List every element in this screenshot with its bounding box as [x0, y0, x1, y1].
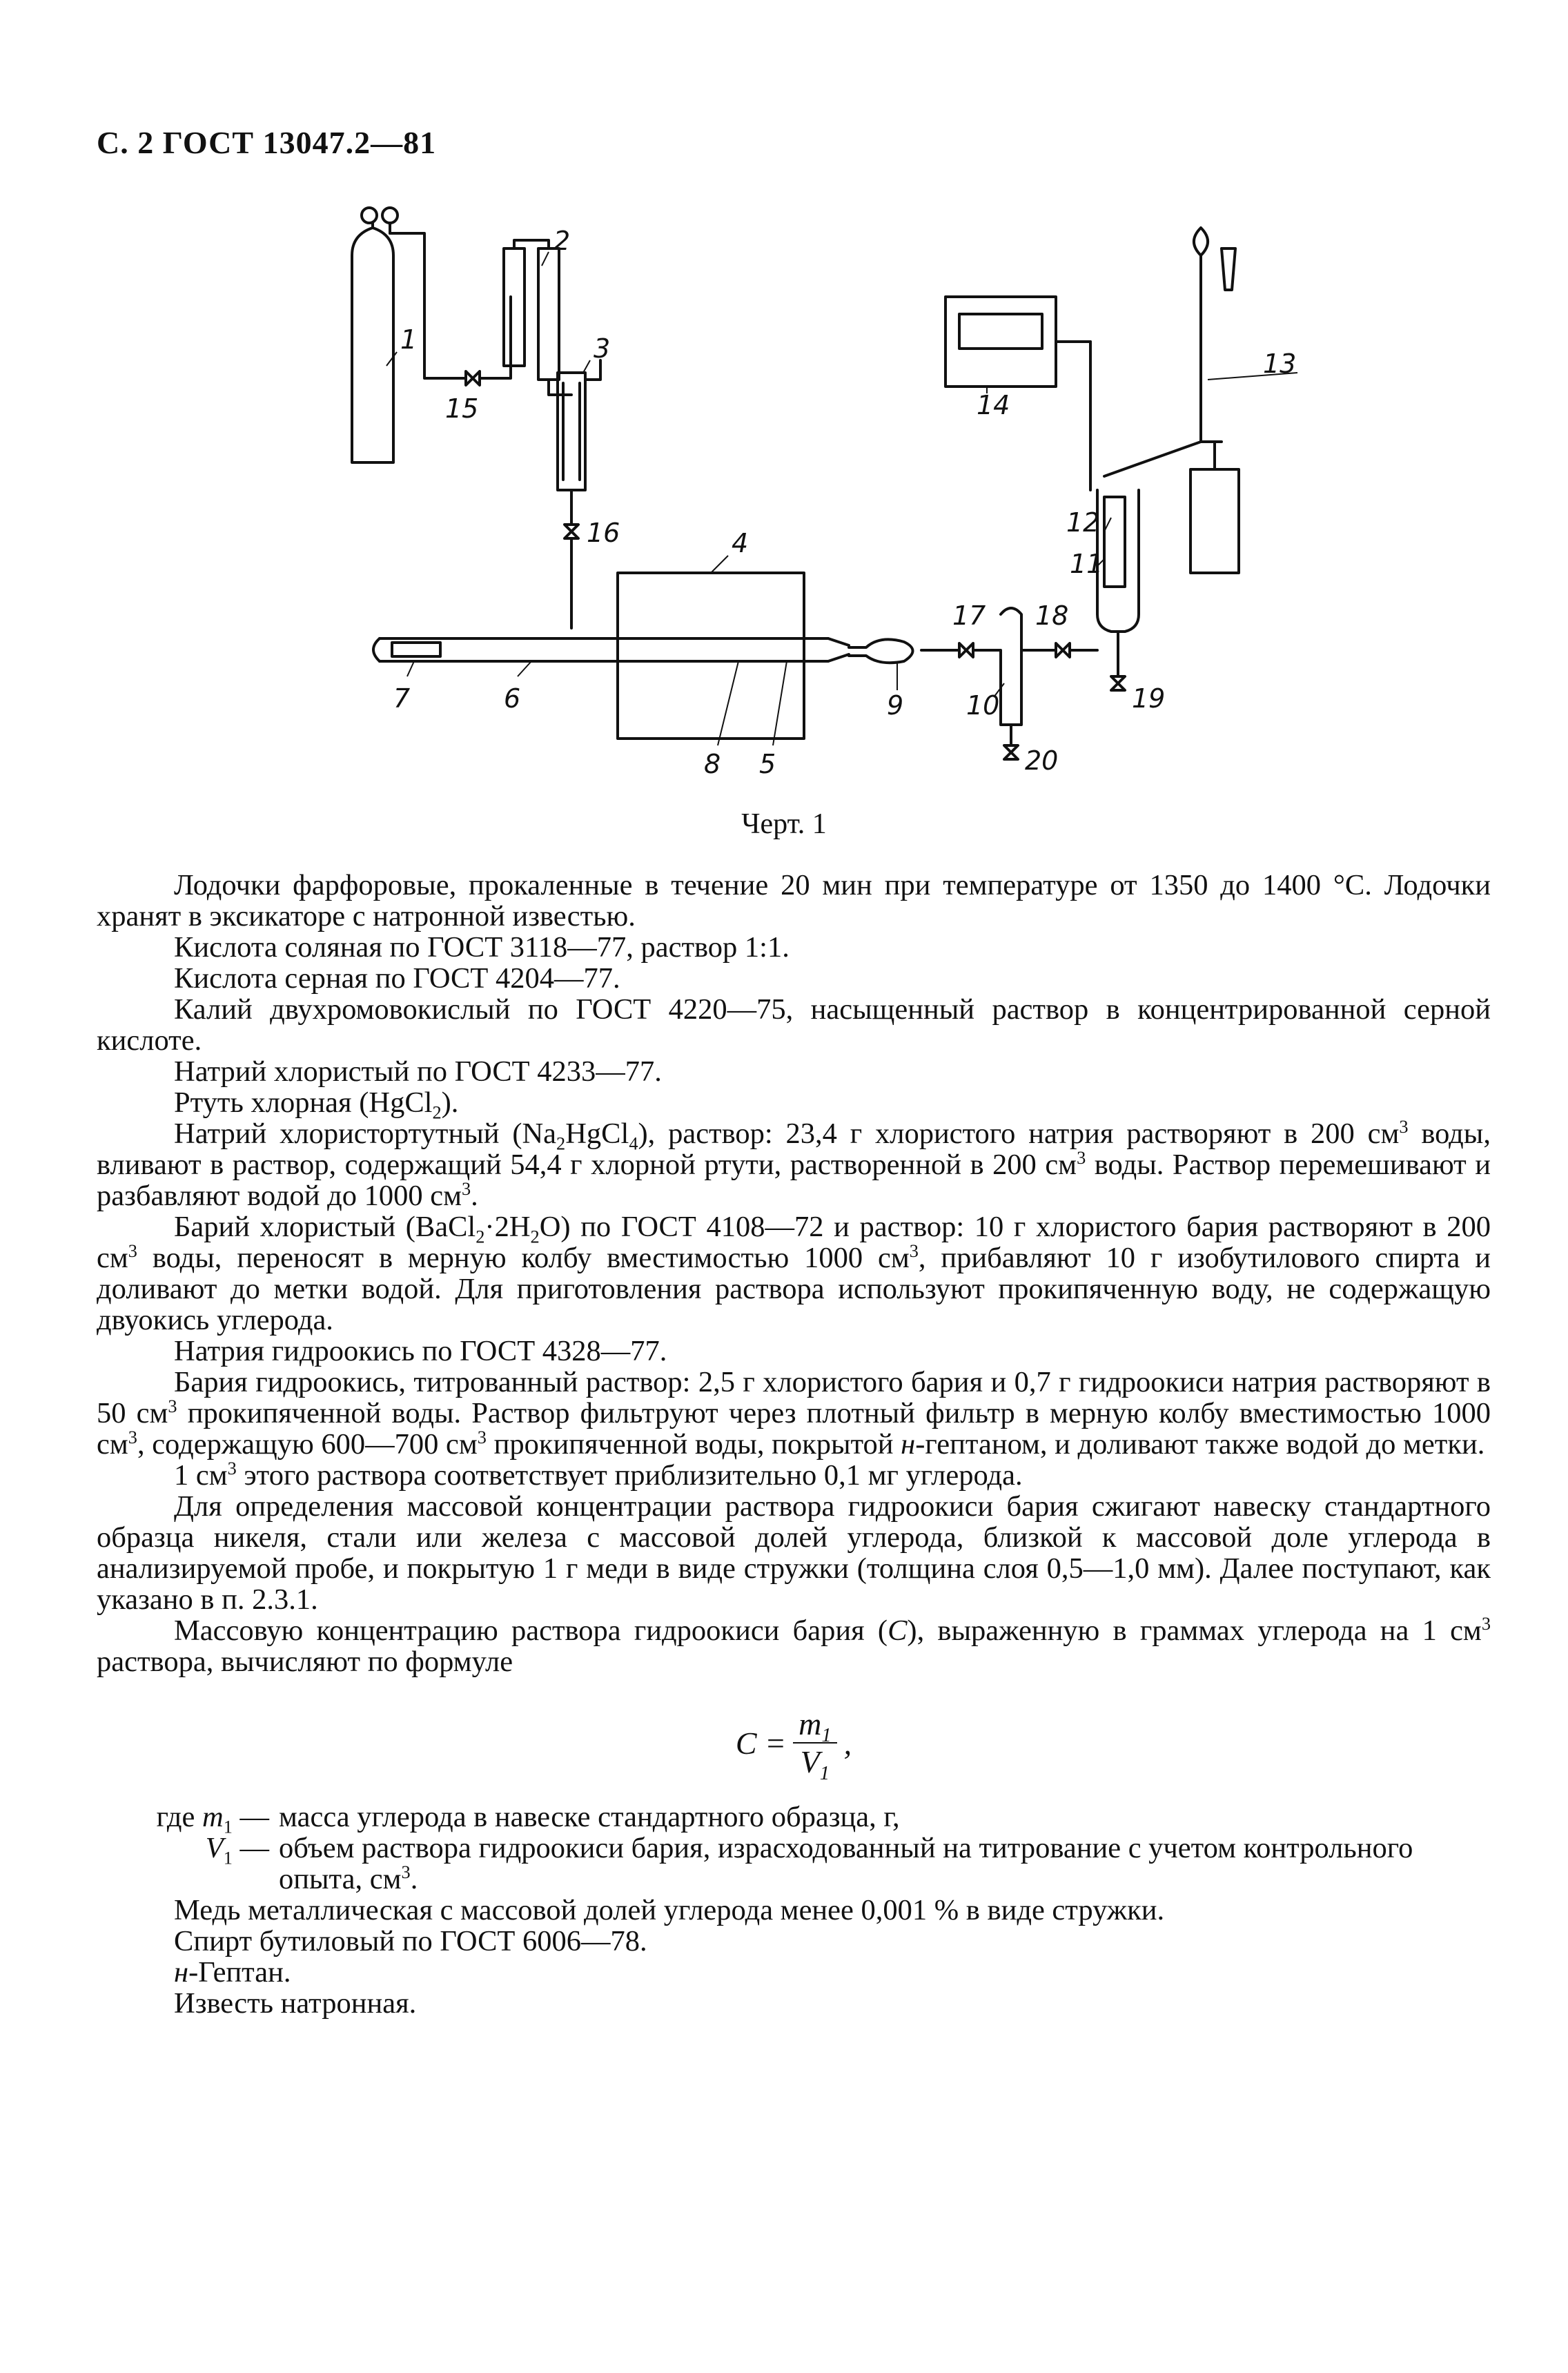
paragraph-h2so4: Кислота серная по ГОСТ 4204—77.	[174, 962, 620, 995]
meter	[945, 297, 1056, 387]
valve-15	[466, 371, 480, 385]
paragraph-baoh: Бария гидроокись, титрованный раствор: 2,5 г хлористого бария и 0,7 г гидроокиси натрия растворяют в 50 $см^3$ прокипяченной воды. Раствор фильтруют через плотный фильтр в мерную колбу вместимостью 1000 $см^3$, содержащую 600—700 $см^3$ прокипяченной воды, покрытой н-гептаном, и доливают также водой до метки.	[97, 1366, 1491, 1461]
label-19: 19	[1132, 683, 1166, 714]
valve-20	[1004, 745, 1018, 759]
filter-tube	[849, 639, 913, 663]
paragraph-naoh: Натрия гидроокись по ГОСТ 4328—77.	[174, 1335, 667, 1367]
purification-column-a	[504, 248, 525, 366]
valve-17	[959, 643, 973, 657]
reservoir-bottle	[1190, 469, 1239, 573]
combustion-tube	[380, 638, 828, 661]
figure-caption: Черт. 1	[741, 808, 827, 840]
label-5: 5	[759, 749, 776, 779]
paragraph-bacl2: Барий хлористый $(BaCl_2\cdot 2H_2O)$ по ГОСТ 4108—72 и раствор: 10 г хлористого бария растворяют в 200 $см^3$ воды, переносят в мерную колбу вместимостью 1000 $см^3$, прибавляют 10 г изобутилового спирта и доливают до метки водой. Для приготовления раствора используют прокипяченную воду, не содержащую двуокись углерода.	[97, 1211, 1491, 1336]
legend-v1-continuation: опыта, $см^3$.	[279, 1862, 418, 1895]
electrode-cell	[1104, 497, 1125, 587]
label-14: 14	[977, 390, 1010, 420]
paragraph-equivalence: 1 $см^3$ этого раствора соответствует приблизительно 0,1 мг углерода.	[174, 1458, 1023, 1492]
label-7: 7	[393, 683, 411, 714]
valve-19	[1111, 676, 1125, 690]
paragraph-heptane: н-Гептан.	[174, 1956, 291, 1989]
label-13: 13	[1263, 349, 1297, 379]
label-15: 15	[445, 393, 479, 424]
formula	[97, 1691, 1491, 1795]
paragraph-copper: Медь металлическая с массовой долей углерода менее 0,001 % в виде стружки.	[174, 1894, 1165, 1926]
valve-18	[1056, 643, 1070, 657]
paragraph-lime: Известь натронная.	[174, 1987, 417, 2020]
label-2: 2	[553, 226, 571, 256]
formula-lhs: C =	[735, 1725, 787, 1761]
label-16: 16	[587, 518, 620, 548]
boat	[392, 643, 440, 656]
document-body	[97, 870, 1491, 2019]
label-10: 10	[966, 690, 1000, 721]
purification-column-b	[538, 248, 559, 380]
label-20: 20	[1025, 745, 1059, 776]
label-11: 11	[1070, 549, 1104, 579]
paragraph-concentration: Массовую концентрацию раствора гидроокиси бария (С), выраженную в граммах углерода на 1 $см^3$ раствора, вычисляют по формуле	[97, 1613, 1491, 1678]
label-1: 1	[400, 324, 418, 355]
label-18: 18	[1035, 600, 1069, 631]
label-3: 3	[594, 333, 611, 364]
label-8: 8	[704, 749, 721, 779]
paragraph-procedure: Для определения массовой концентрации раствора гидроокиси бария сжигают навеску стандартного образца никеля, стали или железа с массовой долей углерода, близкой к массовой доле углерода в анализируемой пробе, и покрытую 1 г меди в виде стружки (толщина слоя 0,5—1,0 мм). Далее поступают, как указано в п. 2.3.1.	[97, 1490, 1491, 1616]
valve-16	[565, 525, 578, 538]
gas-cylinder	[352, 228, 393, 462]
label-6: 6	[504, 683, 521, 714]
paragraph-hcl: Кислота соляная по ГОСТ 3118—77, раствор 1:1.	[174, 931, 790, 964]
formula-tail: ,	[843, 1725, 852, 1761]
paragraph-dichromate: Калий двухромовокислый по ГОСТ 4220—75, насыщенный раствор в концентрированной серной кислоте.	[97, 993, 1491, 1057]
apparatus-diagram	[304, 200, 1325, 808]
paragraph-butanol: Спирт бутиловый по ГОСТ 6006—78.	[174, 1925, 647, 1957]
formula-fraction: $\frac{m_1}{V_1}$	[793, 1708, 837, 1777]
paragraph-boats: Лодочки фарфоровые, прокаленные в течение 20 мин при температуре от 1350 до 1400 °С. Лодочки хранят в эксикаторе с натронной известью.	[97, 869, 1491, 932]
legend-m1: где $m_1$ — масса углерода в навеске стандартного образца, г,	[156, 1801, 900, 1837]
furnace	[618, 573, 804, 739]
label-17: 17	[952, 600, 986, 631]
label-4: 4	[732, 528, 749, 558]
formula-legend	[97, 1801, 1491, 1895]
paragraph-nacl: Натрий хлористый по ГОСТ 4233—77.	[174, 1055, 662, 1088]
label-12: 12	[1066, 507, 1100, 538]
legend-v1: $V_1$ — объем раствора гидроокиси бария, израсходованный на титрование с учетом контрольного	[205, 1832, 1413, 1868]
paragraph-na2hgcl4: Натрий хлористортутный $(Na_2HgCl_4)$, раствор: 23,4 г хлористого натрия растворяют в 200 $см^3$ воды, вливают в раствор, содержащий 54,4 г хлорной ртути, растворенной в 200 $см^3$ воды. Раствор перемешивают и разбавляют водой до 1000 $см^3$.	[97, 1116, 1491, 1212]
page-header: С. 2 ГОСТ 13047.2—81	[97, 125, 437, 160]
apparatus-schematic	[304, 200, 1325, 808]
paragraph-hgcl2: Ртуть хлорная (HgCl$_2$).	[174, 1086, 459, 1123]
label-9: 9	[887, 690, 904, 721]
